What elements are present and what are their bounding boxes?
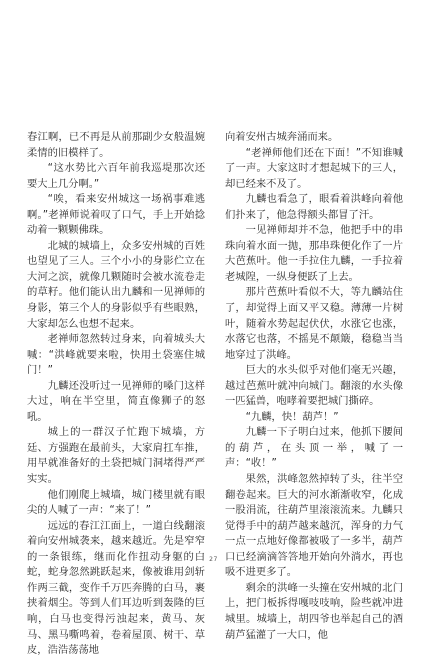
left-column	[27, 130, 205, 659]
paragraph: 北城的城墙上，众多安州城的百姓也望见了三人。三个小小的身影伫立在大河之滨，就像几颗随时会被水流卷走的草籽。他们能认出九麟和一见禅师的身影，第三个人的身影似乎有些眼熟，大家却怎么也想不起来。	[27, 239, 205, 330]
paragraph: 九麟也看急了，眼看着洪峰向着他们扑来了，他急得额头都冒了汗。	[225, 193, 403, 221]
paragraph: 老禅师忽然转过身来，向着城头大喊：“洪峰就要来啦，快用土袋塞住城门！”	[27, 333, 205, 377]
paragraph: 巨大的水头似乎对他们毫无兴趣，越过芭蕉叶就冲向城门。翻滚的水头像一匹猛兽，咆哮着要把城门撕碎。	[225, 364, 403, 408]
paragraph: 他们刚爬上城墙，城门楼里就有眼尖的人喊了一声：“来了！”	[27, 488, 205, 517]
paragraph: 九麟还没听过一见禅师的嗓门这样大过，响在半空里，简直像狮子的怒吼。	[27, 379, 205, 423]
paragraph: 那片芭蕉叶看似不大，等九麟站住了，却觉得上面又平又稳。薄薄一片树叶，随着水势起起伏伏，水涨它也涨，水落它也落，不摇晃不颠簸，稳稳当当地穿过了洪峰。	[225, 286, 403, 361]
paragraph: “老禅师他们还在下面！”不知谁喊了一声。大家这时才想起城下的三人，却已经来不及了。	[225, 146, 403, 190]
paragraph: 剩余的洪峰一头撞在安州城的北门上，把门板拆得嘎吱吱响，险些就冲进城里。城墙上，胡四爷也举起自己的酒葫芦猛灌了一大口，他	[225, 581, 403, 641]
paragraph: 果然，洪峰忽然掉转了头，往半空翻卷起来。巨大的河水渐渐收窄，化成一股涓流，往葫芦里滚滚流来。九麟只觉得手中的葫芦越来越沉，浑身的力气一点一点地好像都被吸了一多半，葫芦口已经滴滴答答地开始向外淌水，再也吸不进更多了。	[225, 473, 403, 579]
paragraph: “这水势比六百年前我巡堤那次还要大上几分啊。”	[27, 162, 205, 190]
paragraph: “九麟，快！葫芦！”	[245, 410, 339, 423]
paragraph: 一见禅师却并不急，他把手中的串珠向着水面一抛，那串珠便化作了一片大芭蕉叶。他一手拉住九麟，一手拉着老城隍，一纵身便跃了上去。	[225, 224, 403, 283]
paragraph: 城上的一群汉子忙跑下城墙，方廷、方强跑在最前头，大家肩扛车推，用早就准备好的土袋把城门洞堵得严严实实。	[27, 426, 205, 486]
right-column	[225, 130, 403, 643]
paragraph: 春江啊，已不再是从前那副少女般温婉柔情的旧模样了。	[27, 131, 205, 159]
paragraph: 九麟一下子明白过来，他抓下腰间的葫芦，在头顶一举，喊了一声：“收！”	[225, 426, 403, 470]
paragraph: 远远的春江江面上，一道白线翻滚着向安州城袭来，越来越近。先是窄窄的一条银练，继而化作扭动身躯的白蛇，蛇身忽然跳跃起来，像被谁用剑斩作两三截，变作千万匹奔腾的白马，裹挟着烟尘。等到人们耳边听到轰隆的巨响，白马也变得污浊起来，黄马、灰马、黑马嘶鸣着，卷着屋顶、树干、草皮，浩浩荡荡地	[27, 519, 205, 657]
paragraph: “唉，看来安州城这一场祸事难逃啊。”老禅师说着叹了口气，手上开始捻动着一颗颗佛珠。	[27, 193, 205, 237]
paragraph: 向着安州古城奔涌而来。	[225, 131, 339, 143]
page-number: 27	[209, 556, 218, 563]
